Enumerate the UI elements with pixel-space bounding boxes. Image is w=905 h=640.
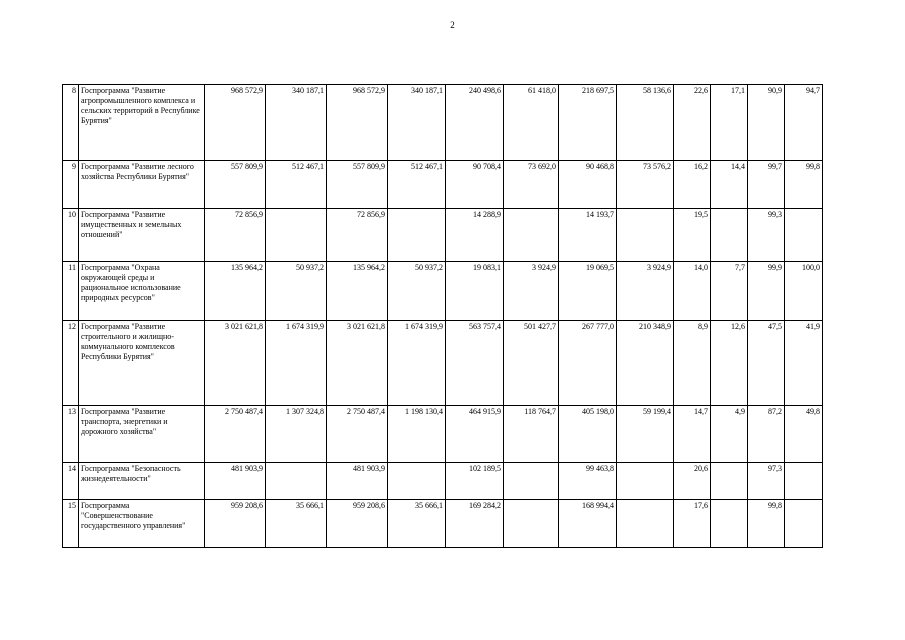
value-cell: 2 750 487,4 [327, 406, 388, 463]
value-cell: 90 468,8 [559, 161, 617, 209]
value-cell [785, 463, 823, 500]
table-row [63, 161, 823, 209]
value-cell: 1 198 130,4 [388, 406, 446, 463]
value-cell: 16,2 [674, 161, 711, 209]
value-cell: 267 777,0 [559, 321, 617, 406]
budget-table [62, 84, 823, 548]
row-number: 14 [63, 463, 79, 500]
value-cell: 1 674 319,9 [388, 321, 446, 406]
value-cell [617, 500, 674, 548]
table-row [63, 262, 823, 321]
value-cell: 17,6 [674, 500, 711, 548]
value-cell: 97,3 [748, 463, 785, 500]
value-cell [711, 500, 748, 548]
value-cell: 218 697,5 [559, 85, 617, 161]
value-cell: 73 692,0 [504, 161, 559, 209]
row-number: 10 [63, 209, 79, 262]
value-cell: 3 924,9 [504, 262, 559, 321]
value-cell: 14 288,9 [446, 209, 504, 262]
value-cell: 50 937,2 [266, 262, 327, 321]
page-number: 2 [450, 20, 455, 30]
value-cell: 19,5 [674, 209, 711, 262]
value-cell: 1 674 319,9 [266, 321, 327, 406]
row-number: 8 [63, 85, 79, 161]
value-cell: 557 809,9 [327, 161, 388, 209]
value-cell: 481 903,9 [327, 463, 388, 500]
value-cell: 72 856,9 [327, 209, 388, 262]
value-cell: 169 284,2 [446, 500, 504, 548]
value-cell: 168 994,4 [559, 500, 617, 548]
table-row [63, 463, 823, 500]
value-cell: 1 307 324,8 [266, 406, 327, 463]
value-cell: 99,7 [748, 161, 785, 209]
table-row [63, 321, 823, 406]
value-cell: 20,6 [674, 463, 711, 500]
value-cell: 557 809,9 [205, 161, 266, 209]
value-cell: 99 463,8 [559, 463, 617, 500]
value-cell: 47,5 [748, 321, 785, 406]
value-cell: 464 915,9 [446, 406, 504, 463]
value-cell: 94,7 [785, 85, 823, 161]
table-row [63, 85, 823, 161]
value-cell: 87,2 [748, 406, 785, 463]
value-cell [617, 463, 674, 500]
row-number: 12 [63, 321, 79, 406]
value-cell: 14,4 [711, 161, 748, 209]
value-cell: 41,9 [785, 321, 823, 406]
program-name: Госпрограмма "Развитие транспорта, энергетики и дорожного хозяйства" [79, 406, 205, 463]
value-cell: 90,9 [748, 85, 785, 161]
value-cell: 481 903,9 [205, 463, 266, 500]
value-cell [266, 463, 327, 500]
row-number: 9 [63, 161, 79, 209]
value-cell: 4,9 [711, 406, 748, 463]
value-cell [711, 463, 748, 500]
value-cell: 501 427,7 [504, 321, 559, 406]
value-cell: 3 021 621,8 [327, 321, 388, 406]
value-cell: 7,7 [711, 262, 748, 321]
value-cell: 59 199,4 [617, 406, 674, 463]
value-cell: 959 208,6 [327, 500, 388, 548]
table-row [63, 209, 823, 262]
value-cell: 19 069,5 [559, 262, 617, 321]
value-cell [711, 209, 748, 262]
value-cell: 3 021 621,8 [205, 321, 266, 406]
table-row [63, 500, 823, 548]
value-cell: 340 187,1 [266, 85, 327, 161]
value-cell: 14,7 [674, 406, 711, 463]
value-cell: 61 418,0 [504, 85, 559, 161]
program-name: Госпрограмма "Развитие строительного и жилищно-коммунального комплексов Республики Бурятия" [79, 321, 205, 406]
value-cell: 58 136,6 [617, 85, 674, 161]
value-cell: 35 666,1 [266, 500, 327, 548]
program-name: Госпрограмма "Развитие агропромышленного комплекса и сельских территорий в Республике Бурятия" [79, 85, 205, 161]
value-cell: 8,9 [674, 321, 711, 406]
value-cell: 512 467,1 [266, 161, 327, 209]
value-cell: 563 757,4 [446, 321, 504, 406]
value-cell: 73 576,2 [617, 161, 674, 209]
value-cell: 240 498,6 [446, 85, 504, 161]
value-cell: 340 187,1 [388, 85, 446, 161]
value-cell: 210 348,9 [617, 321, 674, 406]
value-cell: 100,0 [785, 262, 823, 321]
value-cell: 17,1 [711, 85, 748, 161]
value-cell: 14 193,7 [559, 209, 617, 262]
table-row [63, 406, 823, 463]
value-cell: 405 198,0 [559, 406, 617, 463]
value-cell [504, 500, 559, 548]
value-cell: 72 856,9 [205, 209, 266, 262]
value-cell: 3 924,9 [617, 262, 674, 321]
program-name: Госпрограмма "Развитие лесного хозяйства Республики Бурятия" [79, 161, 205, 209]
program-name: Госпрограмма "Охрана окружающей среды и рациональное использование природных ресурсов" [79, 262, 205, 321]
value-cell: 99,8 [748, 500, 785, 548]
row-number: 15 [63, 500, 79, 548]
value-cell [388, 463, 446, 500]
value-cell: 968 572,9 [327, 85, 388, 161]
value-cell: 12,6 [711, 321, 748, 406]
value-cell [266, 209, 327, 262]
program-name: Госпрограмма "Совершенствование государственного управления" [79, 500, 205, 548]
value-cell: 22,6 [674, 85, 711, 161]
value-cell [785, 500, 823, 548]
value-cell: 2 750 487,4 [205, 406, 266, 463]
value-cell: 49,8 [785, 406, 823, 463]
value-cell: 135 964,2 [205, 262, 266, 321]
value-cell [388, 209, 446, 262]
value-cell: 959 208,6 [205, 500, 266, 548]
value-cell [785, 209, 823, 262]
value-cell: 14,0 [674, 262, 711, 321]
value-cell: 968 572,9 [205, 85, 266, 161]
value-cell: 512 467,1 [388, 161, 446, 209]
value-cell [504, 463, 559, 500]
value-cell: 90 708,4 [446, 161, 504, 209]
value-cell: 19 083,1 [446, 262, 504, 321]
value-cell: 99,9 [748, 262, 785, 321]
value-cell: 35 666,1 [388, 500, 446, 548]
value-cell: 99,8 [785, 161, 823, 209]
row-number: 11 [63, 262, 79, 321]
value-cell [504, 209, 559, 262]
value-cell: 102 189,5 [446, 463, 504, 500]
value-cell: 135 964,2 [327, 262, 388, 321]
value-cell [617, 209, 674, 262]
program-name: Госпрограмма "Безопасность жизнедеятельности" [79, 463, 205, 500]
program-name: Госпрограмма "Развитие имущественных и земельных отношений" [79, 209, 205, 262]
value-cell: 50 937,2 [388, 262, 446, 321]
row-number: 13 [63, 406, 79, 463]
value-cell: 99,3 [748, 209, 785, 262]
value-cell: 118 764,7 [504, 406, 559, 463]
